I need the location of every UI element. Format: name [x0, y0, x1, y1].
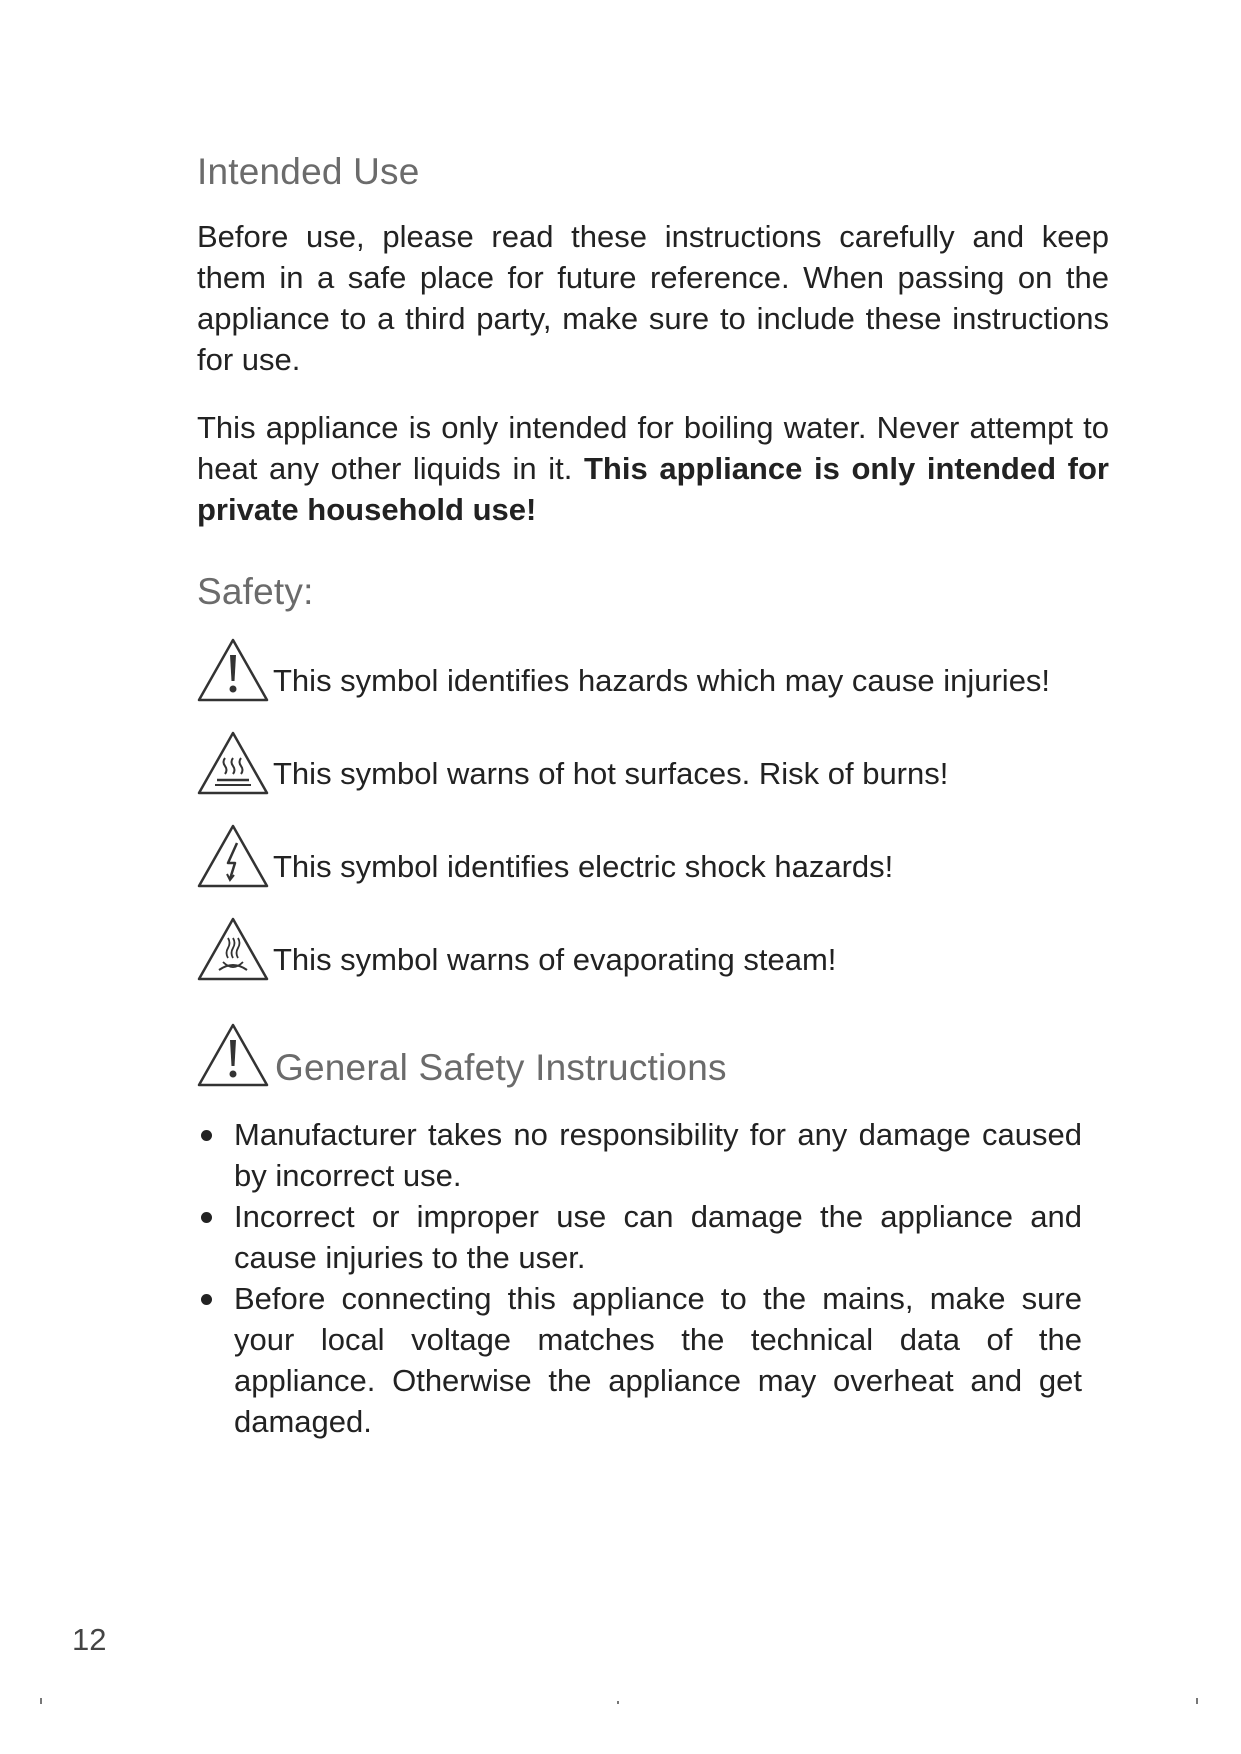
manual-page — [197, 150, 1109, 1442]
general-safety-list — [197, 1114, 1082, 1442]
list-item: Manufacturer takes no responsibility for any damage caused by incorrect use. — [197, 1114, 1082, 1196]
safety-symbol-list — [197, 637, 1109, 982]
intended-use-paragraph-1: Before use, please read these instructions carefully and keep them in a safe place for future reference. When passing on the appliance to a third party, make sure to include these instructions for use. — [197, 219, 1109, 378]
safety-symbol-text: This symbol warns of hot surfaces. Risk of burns! — [273, 755, 949, 791]
exclamation-warning-icon — [197, 637, 269, 703]
hot-surface-warning-icon — [197, 730, 269, 796]
private-household-notice: This appliance is only intended for private household use! — [197, 451, 1109, 528]
list-item: Before connecting this appliance to the mains, make sure your local voltage matches the technical data of the appliance. Otherwise the appliance may overheat and get damaged. — [197, 1278, 1082, 1442]
exclamation-warning-icon — [197, 1022, 269, 1088]
list-item: Incorrect or improper use can damage the appliance and cause injuries to the user. — [197, 1196, 1082, 1278]
safety-symbol-text: This symbol warns of evaporating steam! — [273, 941, 837, 977]
crop-mark — [40, 1698, 42, 1704]
general-safety-header — [197, 1022, 1109, 1088]
intended-use-paragraph-2 — [197, 407, 1109, 530]
safety-symbol-row — [197, 637, 1109, 703]
safety-symbol-row — [197, 916, 1109, 982]
page-number: 12 — [72, 1622, 107, 1657]
intended-use-paragraph-2-text: This appliance is only intended for boiling water. Never attempt to heat any other liquids in it. — [197, 410, 1109, 487]
intended-use-heading: Intended Use — [197, 151, 420, 192]
safety-symbol-row — [197, 730, 1109, 796]
crop-mark — [617, 1701, 619, 1704]
crop-mark — [1196, 1698, 1198, 1704]
steam-warning-icon — [197, 916, 269, 982]
safety-symbol-text: This symbol identifies electric shock hazards! — [273, 848, 894, 884]
safety-heading: Safety: — [197, 571, 314, 613]
general-safety-heading: General Safety Instructions — [275, 1046, 727, 1088]
safety-symbol-text: This symbol identifies hazards which may cause injuries! — [273, 662, 1051, 698]
electric-shock-warning-icon — [197, 823, 269, 889]
safety-symbol-row — [197, 823, 1109, 889]
